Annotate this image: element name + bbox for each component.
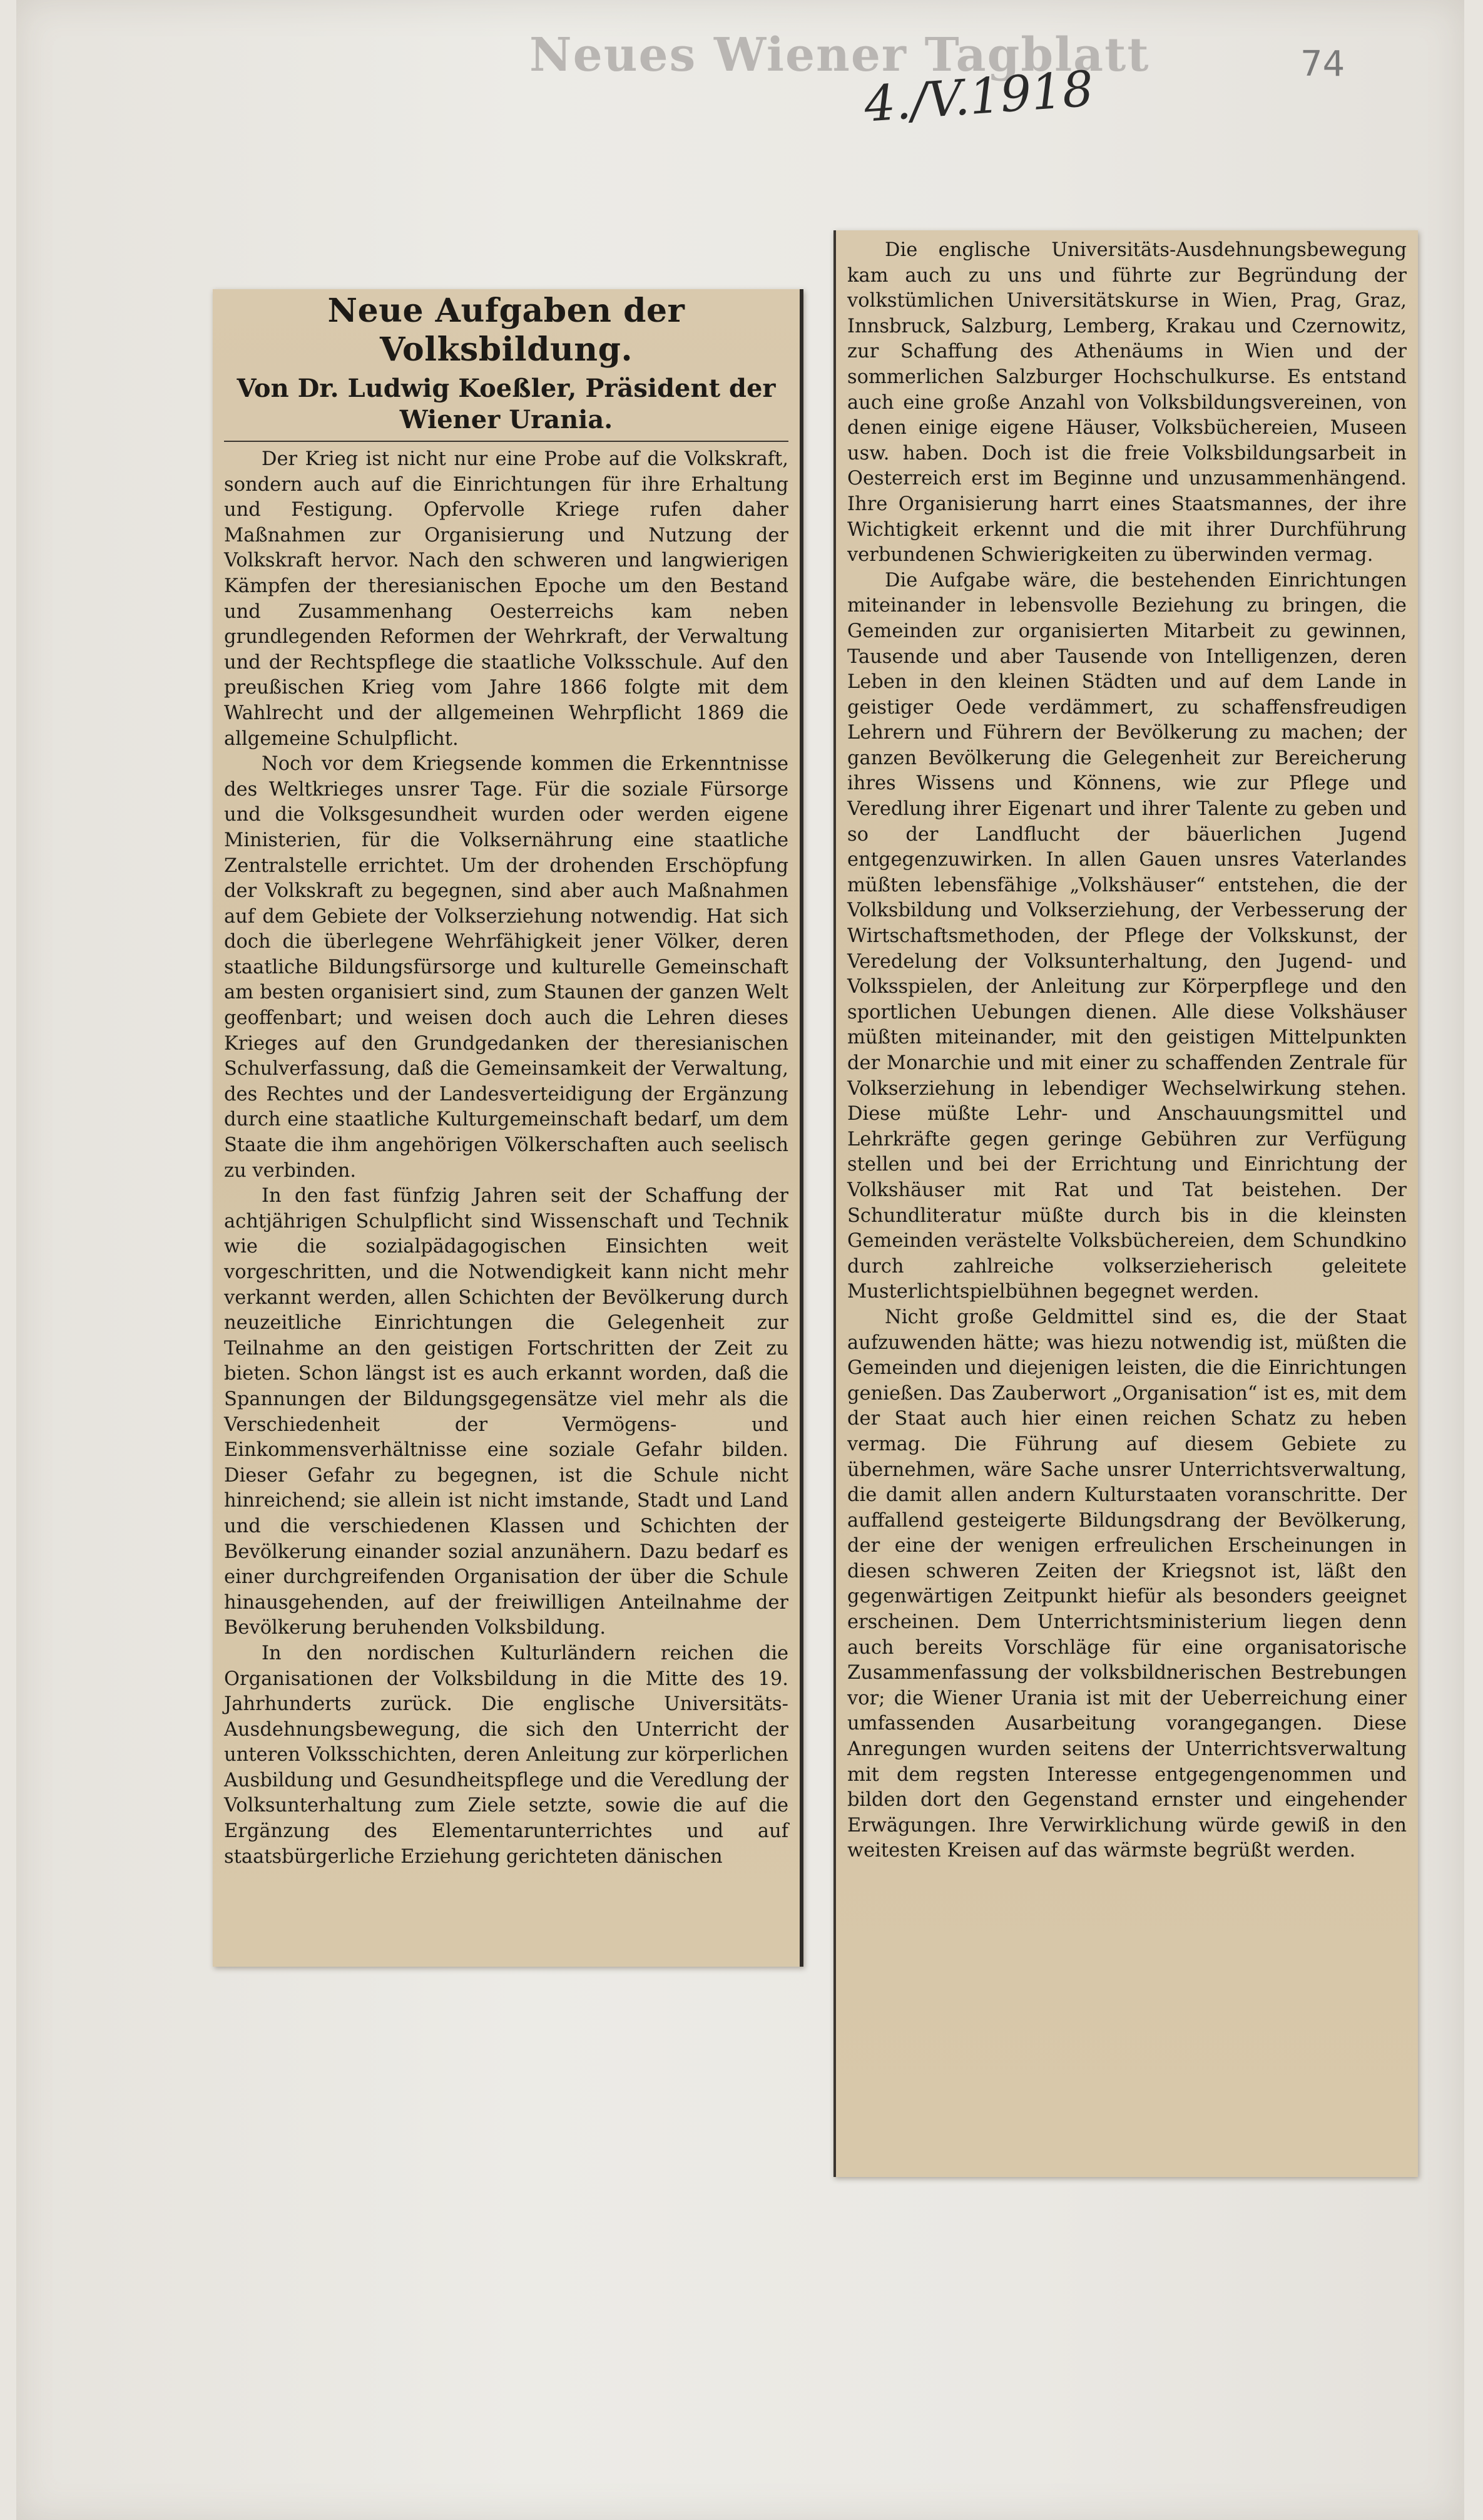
article-byline: Von Dr. Ludwig Koeßler, Präsident der Wiener Urania.: [237, 374, 776, 434]
clipping-right-column: [833, 230, 1418, 2177]
paragraph: Die englische Universitäts-Ausdehnungsbewegung kam auch zu uns und führte zur Begründung der volkstümlichen Universitätskurse in Wien, Prag, Graz, Innsbruck, Salzburg, Lemberg, Krakau und Czernowitz, zur Schaffung des Athenäums in Wien und der sommerlichen Salzburger Hochschulkurse. Es entstand auch eine große Anzahl von Volksbildungsvereinen, von denen einige eigene Häuser, Volksbüchereien, Museen usw. haben. Doch ist die freie Volksbildungsarbeit in Oesterreich erst im Beginne und unzusammenhängend. Ihre Organisierung harrt eines Staatsmannes, der ihre Wichtigkeit erkennt und die mit ihrer Durchführung verbundenen Schwierigkeiten zu überwinden vermag.: [847, 239, 1407, 566]
paragraph: Noch vor dem Kriegsende kommen die Erkenntnisse des Weltkrieges unsrer Tage. Für die soziale Fürsorge und die Volksgesundheit wurden oder werden eigene Ministerien, für die Volksernährung eine staatliche Zentralstelle errichtet. Um der drohenden Erschöpfung der Volkskraft zu begegnen, sind aber auch Maßnahmen auf dem Gebiete der Volkserziehung notwendig. Hat sich doch die überlegene Wehrfähigkeit jener Völker, deren staatliche Bildungsfürsorge und kulturelle Gemeinschaft am besten organisiert sind, zum Staunen der ganzen Welt geoffenbart; und weisen doch auch die Lehren dieses Krieges auf den Grundgedanken der theresianischen Schulverfassung, daß die Gemeinsamkeit der Verwaltung, des Rechtes und der Landesverteidigung der Ergänzung durch eine staatliche Kulturgemeinschaft bedarf, um dem Staate die ihm angehörigen Völkerschaften auch seelisch zu verbinden.: [224, 753, 788, 1182]
left-column-text: [224, 289, 788, 1870]
newspaper-name-stamp: Neues Wiener Tagblatt: [529, 28, 1150, 82]
paragraph: In den fast fünfzig Jahren seit der Schaffung der achtjährigen Schulpflicht sind Wissenschaft und Technik wie die sozialpädagogischen Einsichten weit vorgeschritten, und die Notwendigkeit kann nicht mehr verkannt werden, allen Schichten der Bevölkerung durch neuzeitliche Einrichtungen die Gelegenheit zur Teilnahme an den geistigen Fortschritten der Zeit zu bieten. Schon längst ist es auch erkannt worden, daß die Spannungen der Bildungsgegensätze viel mehr als die Verschiedenheit der Vermögens- und Einkommensverhältnisse eine soziale Gefahr bilden. Dieser Gefahr zu begegnen, ist die Schule nicht hinreichend; sie allein ist nicht imstande, Stadt und Land und die verschiedenen Klassen und Schichten der Bevölkerung einander sozial anzunähern. Dazu bedarf es einer durchgreifenden Organisation der über die Schule hinausgehenden, auf der freiwilligen Anteilnahme der Bevölkerung beruhenden Volksbildung.: [224, 1185, 788, 1639]
archive-page-number: 74: [1300, 44, 1345, 85]
archive-sheet: [16, 0, 1464, 2520]
headline-divider: [224, 441, 788, 442]
paragraph: Der Krieg ist nicht nur eine Probe auf die Volkskraft, sondern auch auf die Einrichtungen für ihre Erhaltung und Festigung. Opfervolle Kriege rufen daher Maßnahmen zur Organisierung und Nutzung der Volkskraft hervor. Nach den schweren und langwierigen Kämpfen der theresianischen Epoche um den Bestand und Zusammenhang Oesterreichs kam neben grundlegenden Reformen der Wehrkraft, der Verwaltung und der Rechtspflege die staatliche Volksschule. Auf den preußischen Krieg vom Jahre 1866 folgte mit dem Wahlrecht und der allgemeinen Wehrpflicht 1869 die allgemeine Schulpflicht.: [224, 448, 788, 750]
paragraph: Nicht große Geldmittel sind es, die der Staat aufzuwenden hätte; was hiezu notwendig ist, müßten die Gemeinden und diejenigen leisten, die die Einrichtungen genießen. Das Zauberwort „Organisation“ ist es, mit dem der Staat auch hier einen reichen Schatz zu heben vermag. Die Führung auf diesem Gebiete zu übernehmen, wäre Sache unsrer Unterrichtsverwaltung, die damit allen andern Kulturstaaten voranschritte. Der auffallend gesteigerte Bildungsdrang der Bevölkerung, der eine der wenigen erfreulichen Erscheinungen in diesen schweren Zeiten der Kriegsnot ist, läßt den gegenwärtigen Zeitpunkt hiefür als besonders geeignet erscheinen. Dem Unterrichtsministerium liegen denn auch bereits Vorschläge für eine organisatorische Zusammenfassung der volksbildnerischen Bestrebungen vor; die Wiener Urania ist mit der Ueberreichung einer umfassenden Ausarbeitung vorangegangen. Diese Anregungen wurden seitens der Unterrichtsverwaltung mit dem regsten Interesse entgegengenommen und bilden dort den Gegenstand ernster und eingehender Erwägungen. Ihre Verwirklichung würde gewiß in den weitesten Kreisen auf das wärmste begrüßt werden.: [847, 1306, 1407, 1862]
article-headline: Neue Aufgaben der Volksbildung.: [327, 292, 685, 369]
paragraph: In den nordischen Kulturländern reichen die Organisationen der Volksbildung in die Mitte des 19. Jahrhunderts zurück. Die englische Universitäts-Ausdehnungsbewegung, die sich den Unterricht der unteren Volksschichten, deren Anleitung zur körperlichen Ausbildung und Gesundheitspflege und die Veredlung der Volksunterhaltung zum Ziele setzte, sowie die auf die Ergänzung des Elementarunterrichtes und auf staatsbürgerliche Erziehung gerichteten dänischen: [224, 1642, 788, 1868]
right-column-text: [847, 238, 1407, 1864]
paragraph: Die Aufgabe wäre, die bestehenden Einrichtungen miteinander in lebensvolle Beziehung zu bringen, die Gemeinden zur organisierten Mitarbeit zu gewinnen, Tausende und aber Tausende von Intelligenzen, deren Leben in den kleinen Städten und auf dem Lande in geistiger Oede verdämmert, zu schaffensfreudigen Lehrern und Führern der Bevölkerung zu machen; der ganzen Bevölkerung die Gelegenheit zur Bereicherung ihres Wissens und Könnens, wie zur Pflege und Veredlung ihrer Eigenart und ihrer Talente zu geben und so der Landflucht der bäuerlichen Jugend entgegenzuwirken. In allen Gauen unsres Vaterlandes müßten lebensfähige „Volkshäuser“ entstehen, die der Volksbildung und Volkserziehung, der Verbesserung der Wirtschaftsmethoden, der Pflege der Volkskunst, der Veredelung der Volksunterhaltung, den Jugend- und Volksspielen, der Anleitung zur Körperpflege und den sportlichen Uebungen dienen. Alle diese Volkshäuser müßten miteinander, mit den geistigen Mittelpunkten der Monarchie und mit einer zu schaffenden Zentrale für Volkserziehung in lebendiger Wechselwirkung stehen. Diese müßte Lehr- und Anschauungsmittel und Lehrkräfte gegen geringe Gebühren zur Verfügung stellen und bei der Errichtung und Einrichtung der Volkshäuser mit Rat und Tat beistehen. Der Schundliteratur müßte durch bis in die kleinsten Gemeinden verästelte Volksbüchereien, dem Schundkino durch zahlreiche volkserzieherisch geleitete Musterlichtspielbühnen begegnet werden.: [847, 569, 1407, 1303]
handwritten-date: 4./V.1918: [862, 61, 1096, 133]
clipping-left-column: [213, 289, 803, 1967]
